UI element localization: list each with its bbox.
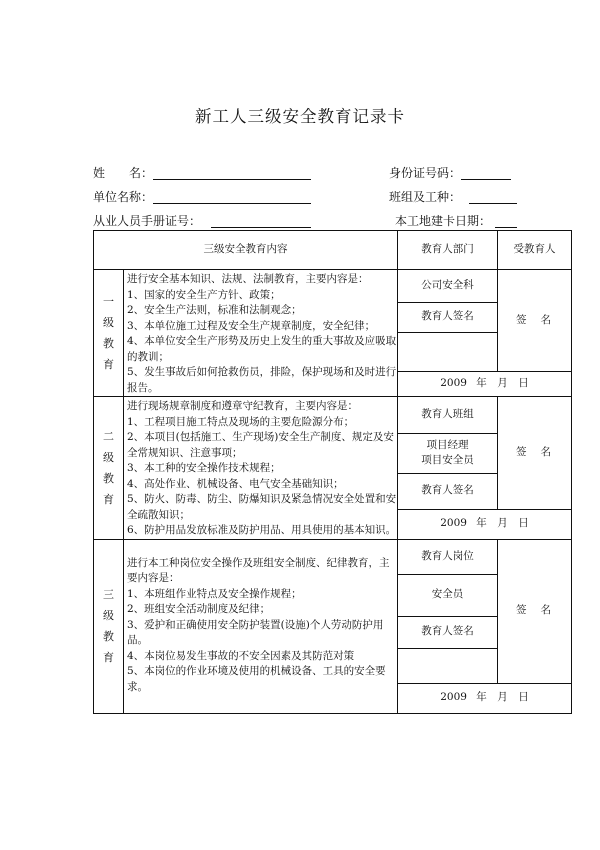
level3-dept-post: 教育人岗位 [398,539,498,574]
level3-date[interactable]: 2009 年 月 日 [398,683,572,713]
header-trainee: 受教育人 [498,231,572,270]
level3-content: 进行本工种岗位安全操作及班组安全制度、纪律教育，主要内容是： 1、本班组作业特点及安全操作规程； 2、班组安全活动制度及纪律； 3、爱护和正确使用安全防护装置(设施)个人劳动防护用品。 4、本岗位易发生事故的不安全因素及其防范对策 5、本岗位的作业环境及使用的机械设备、工具的安全要求。 [124,539,398,713]
level2-educator-sign: 教育人签名 [398,473,498,509]
level1-content: 进行安全基本知识、法规、法制教育，主要内容是： 1、国家的安全生产方针、政策； 2、安全生产法则，标准和法制观念； 3、本单位施工过程及安全生产规章制度，安全纪律； 4、本单位安全生产形势及历史上发生的重大事故及应吸取的教训； 5、发生事故后如何抢救伤员，排险，保护现场和及时进行报告。 [124,270,398,397]
level2-content: 进行现场规章制度和遵章守纪教育，主要内容是： 1、工程项目施工特点及现场的主要危险源分布； 2、本项目(包括施工、生产现场)安全生产制度、规定及安全常规知识、注意事项； 3、本工种的安全操作技术规程； 4、高处作业、机械设备、电气安全基础知识； 5、防火、防毒、防尘、防爆知识及紧急情况安全处置和安全疏散知识； 6、防护用品发放标准及防护用品、用具使用的基本知识。 [124,397,398,540]
level2-date[interactable]: 2009 年 月 日 [398,509,572,539]
header-dept: 教育人部门 [398,231,498,270]
level3-trainee-sign[interactable]: 签名 [498,539,572,683]
level3-row [94,539,572,574]
level1-date[interactable]: 2009 年 月 日 [398,371,572,396]
level3-educator-sign: 教育人签名 [398,616,498,648]
handbook-label: 从业人员手册证号： [93,214,202,228]
handbook-blank[interactable] [211,215,311,228]
level1-dept-name: 公司安全科 [398,270,498,303]
id-blank[interactable] [461,167,511,180]
handbook-field [93,214,311,228]
card-date-field [395,214,517,228]
unit-label: 单位名称： [93,190,154,204]
page-title: 新工人三级安全教育记录卡 [195,107,405,126]
name-label: 姓 名： [93,166,154,180]
team-blank[interactable] [469,191,517,204]
header-content: 三级安全教育内容 [94,231,398,270]
team-label: 班组及工种： [389,190,462,204]
team-field [389,190,517,204]
name-blank[interactable] [153,167,311,180]
level2-dept-roles: 项目经理 项目安全员 [398,434,498,474]
education-record-table [93,230,572,714]
id-label: 身份证号码： [389,166,462,180]
id-field [389,166,511,180]
level2-row [94,397,572,434]
level2-trainee-sign[interactable]: 签名 [498,397,572,510]
level1-trainee-sign[interactable]: 签名 [498,270,572,372]
unit-blank[interactable] [153,191,311,204]
level3-dept-role: 安全员 [398,574,498,616]
card-date-label: 本工地建卡日期： [395,214,492,228]
name-field [93,166,311,180]
level3-label: 三 级 教 育 [94,539,124,713]
card-date-blank[interactable] [495,215,517,228]
level2-dept-group: 教育人班组 [398,397,498,434]
level1-educator-sign: 教育人签名 [398,302,498,332]
level1-label: 一 级 教 育 [94,270,124,397]
table-header-row [94,231,572,270]
level1-row [94,270,572,303]
level2-label: 二 级 教 育 [94,397,124,540]
level3-sign-blank[interactable] [398,648,498,683]
level1-sign-blank[interactable] [398,332,498,371]
unit-field [93,190,311,204]
